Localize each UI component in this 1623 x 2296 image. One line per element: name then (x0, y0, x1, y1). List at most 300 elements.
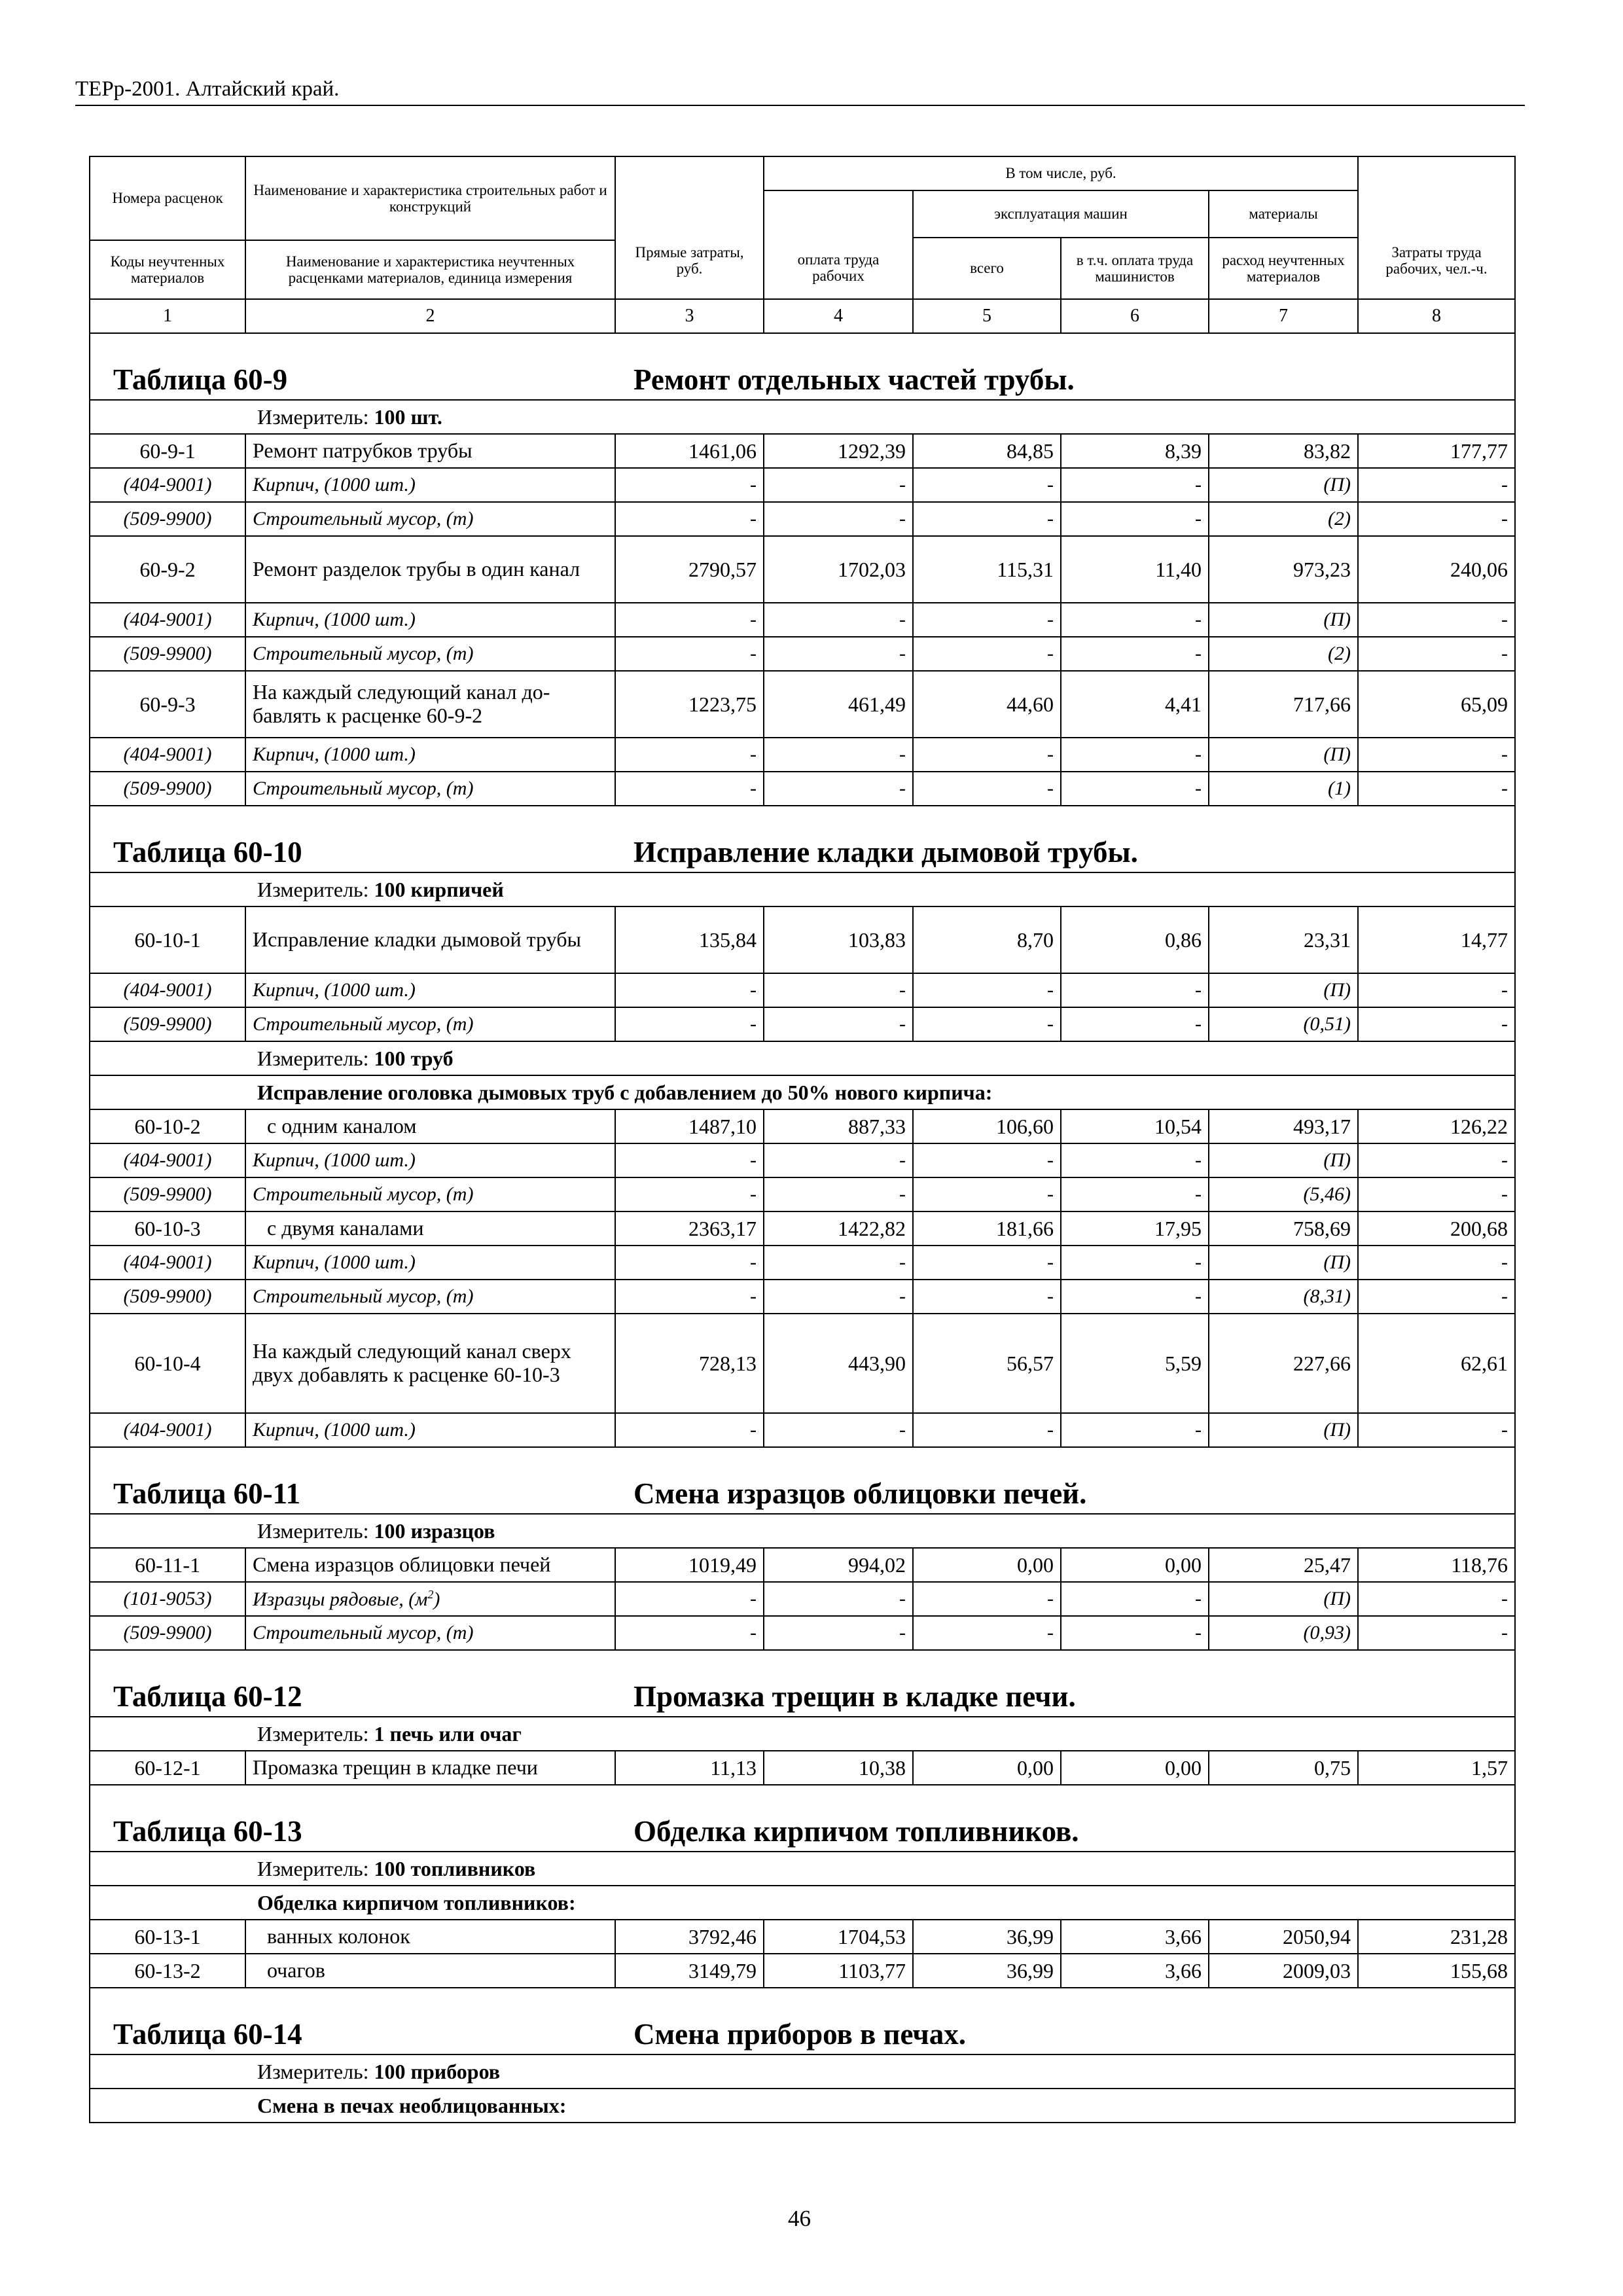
material-amount: (П) (1209, 468, 1358, 502)
rate-name: Смена изразцов облицовки печей (245, 1548, 615, 1582)
table-heading (90, 1447, 1515, 1514)
tile-name-suffix: ) (433, 1588, 440, 1610)
labor-cost: 177,77 (1358, 434, 1515, 468)
dash: - (764, 1280, 913, 1314)
dash: - (615, 738, 764, 772)
dash: - (1358, 603, 1515, 637)
unit-label: Измеритель: (257, 1721, 369, 1746)
material-amount: (5,46) (1209, 1177, 1358, 1211)
dash: - (913, 1582, 1061, 1616)
unit-value: 100 кирпичей (374, 877, 504, 901)
material-amount: (0,93) (1209, 1616, 1358, 1650)
dash: - (1358, 1177, 1515, 1211)
direct-cost: 2363,17 (615, 1211, 764, 1246)
dash: - (1358, 1280, 1515, 1314)
dash: - (913, 1413, 1061, 1447)
col-number: 4 (764, 299, 913, 333)
material-name: Строительный мусор, (т) (245, 1616, 615, 1650)
material-amount: (2) (1209, 637, 1358, 671)
material-name: Строительный мусор, (т) (245, 1007, 615, 1041)
hdr-materials-unaccounted: расход неучтенных материалов (1209, 238, 1358, 299)
rate-code: 60-10-3 (90, 1211, 245, 1246)
rate-code: 60-11-1 (90, 1548, 245, 1582)
table-heading (90, 1988, 1515, 2054)
material-row (90, 468, 1515, 502)
tile-name: Изразцы рядовые, (м (253, 1588, 428, 1610)
unit-label: Измеритель: (257, 1518, 369, 1543)
table-number: Таблица 60-9 (113, 363, 288, 396)
rate-name: Ремонт разделок трубы в один канал (245, 536, 615, 603)
machines-total: 181,66 (913, 1211, 1061, 1246)
material-amount: (П) (1209, 973, 1358, 1007)
dash: - (764, 1007, 913, 1041)
material-amount: (П) (1209, 1143, 1358, 1177)
dash: - (764, 1582, 913, 1616)
rate-code: 60-13-1 (90, 1920, 245, 1954)
dash: - (764, 1616, 913, 1650)
machines-total: 36,99 (913, 1954, 1061, 1988)
machines-operators: 8,39 (1061, 434, 1209, 468)
dash: - (615, 603, 764, 637)
running-header: ТЕРр-2001. Алтайский край. (75, 77, 340, 101)
machines-total: 106,60 (913, 1109, 1061, 1143)
rate-code: 60-12-1 (90, 1751, 245, 1785)
dash: - (913, 1007, 1061, 1041)
dash: - (913, 1616, 1061, 1650)
material-amount: (П) (1209, 1582, 1358, 1616)
labor-cost: 231,28 (1358, 1920, 1515, 1954)
dash: - (1358, 1143, 1515, 1177)
table-number: Таблица 60-13 (113, 1815, 302, 1848)
dash: - (1358, 637, 1515, 671)
machines-total: 56,57 (913, 1314, 1061, 1413)
material-name: Кирпич, (1000 шт.) (245, 1246, 615, 1280)
hdr-machines-operators: в т.ч. оплата труда машинистов (1061, 238, 1209, 299)
dash: - (1061, 502, 1209, 536)
group-row (90, 2089, 1515, 2123)
machines-total: 84,85 (913, 434, 1061, 468)
machines-operators: 10,54 (1061, 1109, 1209, 1143)
dash: - (1358, 1616, 1515, 1650)
material-code: (509-9900) (90, 772, 245, 806)
dash: - (913, 1177, 1061, 1211)
material-code: (509-9900) (90, 1280, 245, 1314)
unit-value: 100 изразцов (374, 1518, 495, 1543)
dash: - (913, 1246, 1061, 1280)
materials: 83,82 (1209, 434, 1358, 468)
dash: - (913, 502, 1061, 536)
page-number: 46 (788, 2206, 811, 2231)
hdr-material-codes: Коды неучтенных материалов (90, 240, 245, 299)
material-name (245, 1582, 615, 1616)
labor-pay: 461,49 (764, 671, 913, 738)
dash: - (615, 1582, 764, 1616)
unit-row (90, 1041, 1515, 1075)
machines-operators: 17,95 (1061, 1211, 1209, 1246)
dash: - (1358, 973, 1515, 1007)
labor-cost: 200,68 (1358, 1211, 1515, 1246)
col-number: 2 (245, 299, 615, 333)
unit-row (90, 2054, 1515, 2089)
dash: - (1061, 1413, 1209, 1447)
table-number: Таблица 60-12 (113, 1680, 302, 1713)
labor-cost: 240,06 (1358, 536, 1515, 603)
dash: - (1061, 637, 1209, 671)
labor-pay: 1704,53 (764, 1920, 913, 1954)
material-code: (404-9001) (90, 1143, 245, 1177)
rate-code: 60-9-3 (90, 671, 245, 738)
table-heading (90, 1785, 1515, 1852)
rate-code: 60-9-1 (90, 434, 245, 468)
dash: - (1061, 738, 1209, 772)
dash: - (615, 772, 764, 806)
material-name: Строительный мусор, (т) (245, 1177, 615, 1211)
group-row (90, 1886, 1515, 1920)
dash: - (913, 603, 1061, 637)
dash: - (1358, 502, 1515, 536)
unit-label: Измеритель: (257, 877, 369, 901)
table-heading (90, 806, 1515, 872)
material-row (90, 1616, 1515, 1650)
dash: - (615, 1143, 764, 1177)
dash: - (1358, 1007, 1515, 1041)
labor-cost: 126,22 (1358, 1109, 1515, 1143)
material-code: (509-9900) (90, 1616, 245, 1650)
material-row (90, 1143, 1515, 1177)
rate-row (90, 906, 1515, 973)
materials: 717,66 (1209, 671, 1358, 738)
dash: - (1358, 1246, 1515, 1280)
material-code: (509-9900) (90, 1007, 245, 1041)
dash: - (615, 973, 764, 1007)
col-number: 3 (615, 299, 764, 333)
hdr-rate-number: Номера расценок (90, 156, 245, 240)
dash: - (1358, 772, 1515, 806)
dash: - (1061, 1007, 1209, 1041)
table-title: Смена изразцов облицовки печей. (633, 1477, 1087, 1510)
machines-total: 0,00 (913, 1751, 1061, 1785)
dash: - (764, 772, 913, 806)
material-code: (101-9053) (90, 1582, 245, 1616)
unit-label: Измеритель: (257, 1856, 369, 1880)
machines-total: 115,31 (913, 536, 1061, 603)
machines-operators: 11,40 (1061, 536, 1209, 603)
hdr-machines: эксплуатация машин (913, 190, 1209, 238)
rate-row (90, 1751, 1515, 1785)
dash: - (1358, 1413, 1515, 1447)
material-code: (509-9900) (90, 502, 245, 536)
rate-code: 60-10-2 (90, 1109, 245, 1143)
direct-cost: 2790,57 (615, 536, 764, 603)
material-row (90, 772, 1515, 806)
rate-name: Промазка трещин в кладке печи (245, 1751, 615, 1785)
rate-row (90, 1920, 1515, 1954)
dash: - (1358, 1582, 1515, 1616)
rate-code: 60-9-2 (90, 536, 245, 603)
machines-operators: 5,59 (1061, 1314, 1209, 1413)
dash: - (615, 1280, 764, 1314)
labor-pay: 1702,03 (764, 536, 913, 603)
materials: 2009,03 (1209, 1954, 1358, 1988)
machines-operators: 3,66 (1061, 1954, 1209, 1988)
machines-operators: 0,00 (1061, 1751, 1209, 1785)
dash: - (764, 973, 913, 1007)
unit-label: Измеритель: (257, 404, 369, 429)
dash: - (1358, 738, 1515, 772)
dash: - (764, 738, 913, 772)
dash: - (1061, 603, 1209, 637)
table-title: Обделка кирпичом топливников. (633, 1815, 1079, 1848)
direct-cost: 728,13 (615, 1314, 764, 1413)
dash: - (764, 1413, 913, 1447)
rate-row (90, 671, 1515, 738)
group-title: Смена в печах необлицованных: (257, 2093, 567, 2117)
dash: - (1061, 1280, 1209, 1314)
unit-label: Измеритель: (257, 1046, 369, 1070)
direct-cost: 3792,46 (615, 1920, 764, 1954)
material-code: (404-9001) (90, 1413, 245, 1447)
dash: - (764, 468, 913, 502)
table-heading (90, 1650, 1515, 1717)
material-row (90, 1007, 1515, 1041)
dash: - (913, 772, 1061, 806)
material-row (90, 738, 1515, 772)
material-row (90, 603, 1515, 637)
unit-row (90, 872, 1515, 906)
material-name: Кирпич, (1000 шт.) (245, 738, 615, 772)
dash: - (913, 1280, 1061, 1314)
hdr-material-name: Наименование и характеристика неучтенных расценками материалов, единица измерения (245, 240, 615, 299)
dash: - (1061, 973, 1209, 1007)
dash: - (615, 502, 764, 536)
hdr-materials: материалы (1209, 190, 1358, 238)
machines-operators: 0,00 (1061, 1548, 1209, 1582)
unit-value: 100 приборов (374, 2059, 501, 2083)
materials: 227,66 (1209, 1314, 1358, 1413)
material-row (90, 1177, 1515, 1211)
dash: - (1061, 1143, 1209, 1177)
rate-row (90, 434, 1515, 468)
group-title: Обделка кирпичом топливников: (257, 1890, 576, 1914)
dash: - (615, 1616, 764, 1650)
machines-operators: 3,66 (1061, 1920, 1209, 1954)
rate-row (90, 1109, 1515, 1143)
col-number: 5 (913, 299, 1061, 333)
labor-cost: 62,61 (1358, 1314, 1515, 1413)
group-title: Исправление оголовка дымовых труб с добавлением до 50% нового кирпича: (257, 1080, 993, 1104)
group-row (90, 1075, 1515, 1109)
labor-cost: 118,76 (1358, 1548, 1515, 1582)
dash: - (615, 1177, 764, 1211)
header-rule (75, 105, 1525, 106)
material-name: Строительный мусор, (т) (245, 502, 615, 536)
labor-cost: 14,77 (1358, 906, 1515, 973)
material-row (90, 1246, 1515, 1280)
materials: 0,75 (1209, 1751, 1358, 1785)
dash: - (764, 1143, 913, 1177)
dash: - (913, 973, 1061, 1007)
machines-operators: 0,86 (1061, 906, 1209, 973)
hdr-direct-cost: Прямые затраты, руб. (615, 156, 764, 299)
material-amount: (П) (1209, 1246, 1358, 1280)
rate-row (90, 536, 1515, 603)
material-code: (509-9900) (90, 637, 245, 671)
material-row (90, 1582, 1515, 1616)
material-code: (404-9001) (90, 738, 245, 772)
labor-pay: 103,83 (764, 906, 913, 973)
material-code: (404-9001) (90, 468, 245, 502)
material-row (90, 1413, 1515, 1447)
rate-row (90, 1314, 1515, 1413)
dash: - (1358, 468, 1515, 502)
material-code: (404-9001) (90, 1246, 245, 1280)
rate-code: 60-13-2 (90, 1954, 245, 1988)
materials: 973,23 (1209, 536, 1358, 603)
tile-unit-exponent: 2 (427, 1587, 434, 1601)
dash: - (913, 637, 1061, 671)
dash: - (764, 637, 913, 671)
dash: - (913, 1143, 1061, 1177)
dash: - (764, 502, 913, 536)
table-title: Ремонт отдельных частей трубы. (633, 363, 1075, 396)
unit-value: 1 печь или очаг (374, 1721, 522, 1746)
machines-operators: 4,41 (1061, 671, 1209, 738)
machines-total: 44,60 (913, 671, 1061, 738)
material-name: Кирпич, (1000 шт.) (245, 973, 615, 1007)
machines-total: 8,70 (913, 906, 1061, 973)
dash: - (1061, 1246, 1209, 1280)
hdr-labor-cost: Затраты труда рабочих, чел.-ч. (1358, 156, 1515, 299)
material-row (90, 637, 1515, 671)
dash: - (913, 468, 1061, 502)
col-number: 6 (1061, 299, 1209, 333)
dash: - (615, 637, 764, 671)
unit-value: 100 топливников (374, 1856, 536, 1880)
material-name: Строительный мусор, (т) (245, 637, 615, 671)
machines-total: 36,99 (913, 1920, 1061, 1954)
material-amount: (П) (1209, 603, 1358, 637)
rate-name: с двумя каналами (245, 1211, 615, 1246)
labor-pay: 10,38 (764, 1751, 913, 1785)
material-amount: (8,31) (1209, 1280, 1358, 1314)
rate-name: Ремонт патрубков трубы (245, 434, 615, 468)
table-number: Таблица 60-10 (113, 836, 302, 869)
material-row (90, 502, 1515, 536)
table-number: Таблица 60-11 (113, 1477, 301, 1510)
table-title: Промазка трещин в кладке печи. (633, 1680, 1076, 1713)
unit-row (90, 400, 1515, 434)
material-amount: (0,51) (1209, 1007, 1358, 1041)
rate-row (90, 1548, 1515, 1582)
dash: - (615, 1246, 764, 1280)
hdr-labor-pay: оплата труда рабочих (764, 190, 913, 299)
dash: - (1061, 468, 1209, 502)
material-amount: (П) (1209, 1413, 1358, 1447)
labor-pay: 1422,82 (764, 1211, 913, 1246)
rate-code: 60-10-1 (90, 906, 245, 973)
direct-cost: 1461,06 (615, 434, 764, 468)
material-name: Кирпич, (1000 шт.) (245, 468, 615, 502)
unit-label: Измеритель: (257, 2059, 369, 2083)
labor-cost: 1,57 (1358, 1751, 1515, 1785)
dash: - (913, 738, 1061, 772)
hdr-work-name: Наименование и характеристика строительных работ и конструкций (245, 156, 615, 240)
hdr-machines-total: всего (913, 238, 1061, 299)
rate-name: На каждый следующий канал сверх двух добавлять к расценке 60-10-3 (245, 1314, 615, 1413)
direct-cost: 1019,49 (615, 1548, 764, 1582)
labor-cost: 155,68 (1358, 1954, 1515, 1988)
col-number: 1 (90, 299, 245, 333)
material-amount: (1) (1209, 772, 1358, 806)
table-title: Смена приборов в печах. (633, 2018, 967, 2051)
material-code: (404-9001) (90, 603, 245, 637)
dash: - (1061, 772, 1209, 806)
table-heading (90, 333, 1515, 400)
direct-cost: 1223,75 (615, 671, 764, 738)
dash: - (615, 1007, 764, 1041)
col-number: 8 (1358, 299, 1515, 333)
table-title: Исправление кладки дымовой трубы. (633, 836, 1138, 869)
labor-pay: 887,33 (764, 1109, 913, 1143)
material-name: Строительный мусор, (т) (245, 1280, 615, 1314)
direct-cost: 1487,10 (615, 1109, 764, 1143)
table-number: Таблица 60-14 (113, 2018, 302, 2051)
unit-row (90, 1852, 1515, 1886)
dash: - (1061, 1582, 1209, 1616)
rate-name: ванных колонок (245, 1920, 615, 1954)
unit-row (90, 1514, 1515, 1548)
material-name: Кирпич, (1000 шт.) (245, 603, 615, 637)
labor-pay: 443,90 (764, 1314, 913, 1413)
rate-name: Исправление кладки дымовой трубы (245, 906, 615, 973)
material-row (90, 1280, 1515, 1314)
dash: - (764, 1177, 913, 1211)
material-row (90, 973, 1515, 1007)
dash: - (764, 603, 913, 637)
labor-pay: 994,02 (764, 1548, 913, 1582)
materials: 25,47 (1209, 1548, 1358, 1582)
material-name: Строительный мусор, (т) (245, 772, 615, 806)
dash: - (1061, 1177, 1209, 1211)
material-amount: (2) (1209, 502, 1358, 536)
machines-total: 0,00 (913, 1548, 1061, 1582)
labor-pay: 1103,77 (764, 1954, 913, 1988)
material-code: (509-9900) (90, 1177, 245, 1211)
labor-cost: 65,09 (1358, 671, 1515, 738)
col-number: 7 (1209, 299, 1358, 333)
material-amount: (П) (1209, 738, 1358, 772)
unit-value: 100 шт. (374, 404, 442, 429)
rate-name: очагов (245, 1954, 615, 1988)
rate-name: с одним каналом (245, 1109, 615, 1143)
rate-row (90, 1211, 1515, 1246)
rate-code: 60-10-4 (90, 1314, 245, 1413)
dash: - (615, 468, 764, 502)
direct-cost: 3149,79 (615, 1954, 764, 1988)
direct-cost: 135,84 (615, 906, 764, 973)
materials: 2050,94 (1209, 1920, 1358, 1954)
dash: - (764, 1246, 913, 1280)
rate-name: На каждый следующий канал добавлять к расценке 60-9-2 (245, 671, 615, 738)
materials: 493,17 (1209, 1109, 1358, 1143)
materials: 23,31 (1209, 906, 1358, 973)
dash: - (1061, 1616, 1209, 1650)
rate-row (90, 1954, 1515, 1988)
dash: - (615, 1413, 764, 1447)
direct-cost: 11,13 (615, 1751, 764, 1785)
unit-row (90, 1717, 1515, 1751)
material-name: Кирпич, (1000 шт.) (245, 1143, 615, 1177)
